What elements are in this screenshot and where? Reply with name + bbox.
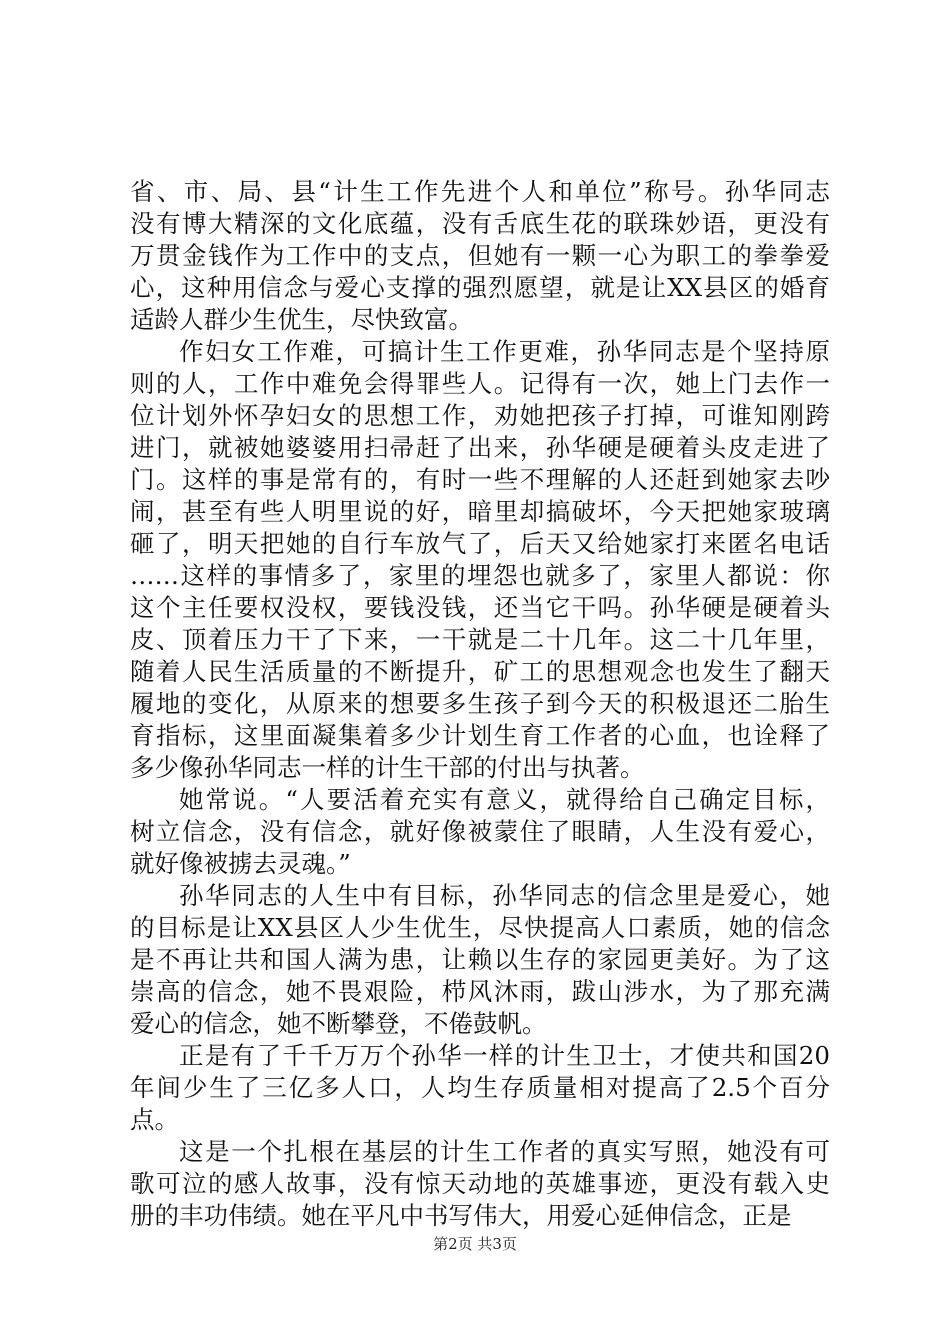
text-line: 作妇女工作难，可搞计生工作更难，孙华同志是个坚持原 [179, 337, 830, 366]
text-line: 孙华同志的人生中有目标，孙华同志的信念里是爱心，她 [179, 881, 830, 910]
text-line: ……这样的事情多了，家里的埋怨也就多了，家里人都说：你 [130, 561, 830, 590]
text-line: 皮、顶着压力干了下来，一干就是二十几年。这二十几年里， [130, 625, 830, 654]
document-body [130, 176, 830, 1232]
text-line: 她常说。“人要活着充实有意义，就得给自己确定目标， [179, 785, 830, 814]
text-line: 点。 [130, 1105, 179, 1134]
text-line: 是不再让共和国人满为患，让赖以生存的家园更美好。为了这 [130, 945, 830, 974]
text-line: 的目标是让XX县区人少生优生，尽快提高人口素质，她的信念 [130, 913, 830, 942]
text-line: 位计划外怀孕妇女的思想工作，劝她把孩子打掉，可谁知刚跨 [130, 401, 830, 430]
text-line: 就好像被掳去灵魂。” [130, 849, 351, 878]
text-line: 没有博大精深的文化底蕴，没有舌底生花的联珠妙语，更没有 [130, 209, 830, 238]
text-line: 这个主任要权没权，要钱没钱，还当它干吗。孙华硬是硬着头 [130, 593, 830, 622]
text-line: 心，这种用信念与爱心支撑的强烈愿望，就是让XX县区的婚育 [130, 273, 830, 302]
text-line: 随着人民生活质量的不断提升，矿工的思想观念也发生了翻天 [130, 657, 830, 686]
paragraph [130, 1040, 830, 1136]
text-line: 适龄人群少生优生，尽快致富。 [130, 305, 473, 334]
text-line: 爱心的信念，她不断攀登，不倦鼓帆。 [130, 1009, 547, 1038]
paragraph [130, 784, 830, 880]
text-line: 闹，甚至有些人明里说的好，暗里却搞破坏，今天把她家玻璃 [130, 497, 830, 526]
text-line: 册的丰功伟绩。她在平凡中书写伟大，用爱心延伸信念，正是 [130, 1201, 792, 1230]
text-line: 砸了，明天把她的自行车放气了，后天又给她家打来匿名电话 [130, 529, 830, 558]
text-line: 门。这样的事是常有的，有时一些不理解的人还赶到她家去吵 [130, 465, 830, 494]
text-line: 崇高的信念，她不畏艰险，栉风沐雨，跋山涉水，为了那充满 [130, 977, 830, 1006]
paragraph [130, 176, 830, 336]
text-line: 树立信念，没有信念，就好像被蒙住了眼睛，人生没有爱心， [130, 817, 830, 846]
text-line: 歌可泣的感人故事，没有惊天动地的英雄事迹，更没有载入史 [130, 1169, 830, 1198]
paragraph [130, 336, 830, 784]
text-line: 省、市、局、县“计生工作先进个人和单位”称号。孙华同志 [130, 177, 830, 206]
text-line: 这是一个扎根在基层的计生工作者的真实写照，她没有可 [179, 1137, 830, 1166]
paragraph [130, 1136, 830, 1232]
text-line: 则的人，工作中难免会得罪些人。记得有一次，她上门去作一 [130, 369, 830, 398]
text-line: 育指标，这里面凝集着多少计划生育工作者的心血，也诠释了 [130, 721, 830, 750]
page-footer: 第2页 共3页 [433, 1235, 517, 1253]
text-line: 履地的变化，从原来的想要多生孩子到今天的积极退还二胎生 [130, 689, 830, 718]
text-line: 正是有了千千万万个孙华一样的计生卫士，才使共和国20 [179, 1041, 830, 1070]
text-line: 万贯金钱作为工作中的支点，但她有一颗一心为职工的拳拳爱 [130, 241, 830, 270]
text-line: 年间少生了三亿多人口，人均生存质量相对提高了2.5个百分 [130, 1073, 830, 1102]
text-line: 多少像孙华同志一样的计生干部的付出与执著。 [130, 753, 645, 782]
paragraph [130, 880, 830, 1040]
text-line: 进门，就被她婆婆用扫帚赶了出来，孙华硬是硬着头皮走进了 [130, 433, 830, 462]
